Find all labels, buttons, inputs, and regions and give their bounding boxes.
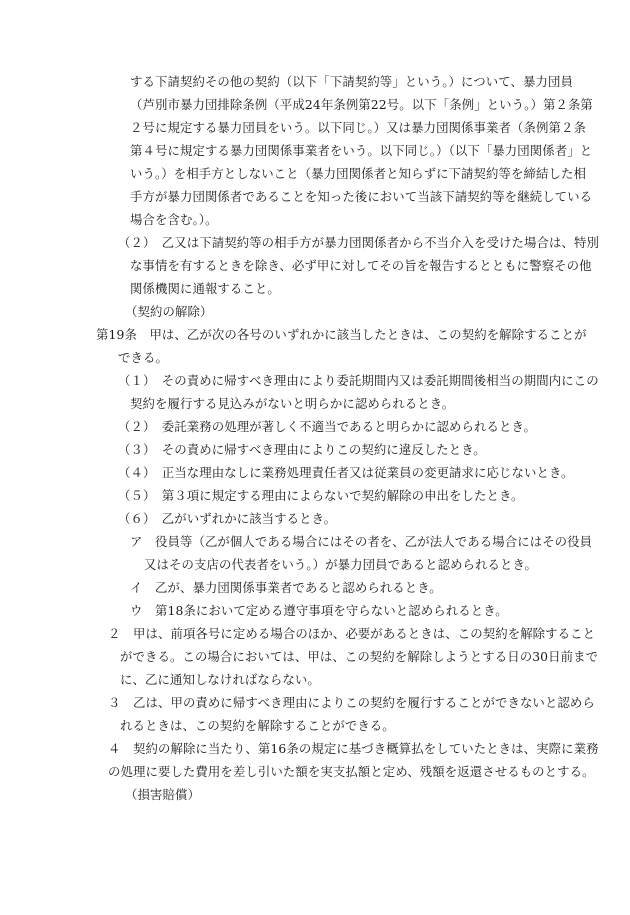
text-line: いう。）を相手方としないこと（暴力団関係者と知らずに下請契約等を締結した相 [130, 166, 586, 181]
text-line: できる。 [118, 350, 168, 365]
subitem-i-line: イ 乙が、暴力団関係事業者であると認められるとき。 [130, 580, 442, 595]
item-3-line: （３） その責めに帰すべき理由によりこの契約に違反したとき。 [118, 442, 486, 457]
text-line: 又はその支店の代表者をいう。）が暴力団員であると認められるとき。 [144, 557, 538, 572]
item-5-line: （５） 第３項に規定する理由によらないで契約解除の申出をしたとき。 [118, 488, 524, 503]
paragraph-3-line: ３ 乙は、甲の責めに帰すべき理由によりこの契約を履行することができないと認めら [108, 695, 595, 710]
text-line: 場合を含む。）。 [130, 212, 218, 227]
item-6-line: （６） 乙がいずれかに該当するとき。 [118, 511, 337, 526]
text-line: 契約を履行する見込みがないと明らかに認められるとき。 [130, 396, 455, 411]
text-line: ができる。この場合においては、甲は、この契約を解除しようとする日の30日前まで [120, 649, 599, 664]
item-2-line: （２） 乙又は下請契約等の相手方が暴力団関係者から不当介入を受けた場合は、特別 [118, 235, 599, 250]
article-19-line: 第19条 甲は、乙が次の各号のいずれかに該当したときは、この契約を解除することが [96, 327, 587, 342]
section-heading: （損害賠償） [125, 787, 200, 802]
text-line: に、乙に通知しなければならない。 [120, 672, 320, 687]
text-line: ２号に規定する暴力団員をいう。以下同じ。）又は暴力団関係事業者（条例第２条 [130, 120, 586, 135]
subitem-u-line: ウ 第18条において定める遵守事項を守らないと認められるとき。 [130, 603, 508, 618]
text-line: れるときは、この契約を解除することができる。 [120, 718, 395, 733]
item-1-line: （１） その責めに帰すべき理由により委託期間内又は委託期間後相当の期間内にこの [118, 373, 599, 388]
subitem-a-line: ア 役員等（乙が個人である場合にはその者を、乙が法人である場合にはその役員 [130, 534, 593, 549]
text-line: する下請契約その他の契約（以下「下請契約等」という。）について、暴力団員 [130, 74, 573, 89]
item-2-line: （２） 委託業務の処理が著しく不適当であると明らかに認められるとき。 [118, 419, 536, 434]
text-line: 関係機関に通報すること。 [130, 281, 280, 296]
paragraph-2-line: ２ 甲は、前項各号に定める場合のほか、必要があるときは、この契約を解除すること [108, 626, 596, 641]
text-line: 手方が暴力団関係者であることを知った後において当該下請契約等を継続している [130, 189, 593, 204]
text-line: 第４号に規定する暴力団関係事業者をいう。以下同じ。）（以下「暴力団関係者」と [130, 143, 593, 158]
section-heading: （契約の解除） [125, 304, 213, 319]
item-4-line: （４） 正当な理由なしに業務処理責任者又は従業員の変更請求に応じないとき。 [118, 465, 574, 480]
text-line: の処理に要した費用を差し引いた額を実支払額と定め、残額を返還させるものとする。 [108, 764, 595, 779]
paragraph-4-line: ４ 契約の解除に当たり、第16条の規定に基づき概算払をしていたときは、実際に業務 [108, 741, 599, 756]
text-line: （芦別市暴力団排除条例（平成24年条例第22号。以下「条例」という。）第２条第 [130, 97, 593, 112]
text-line: な事情を有するときを除き、必ず甲に対してその旨を報告するとともに警察その他 [130, 258, 592, 273]
